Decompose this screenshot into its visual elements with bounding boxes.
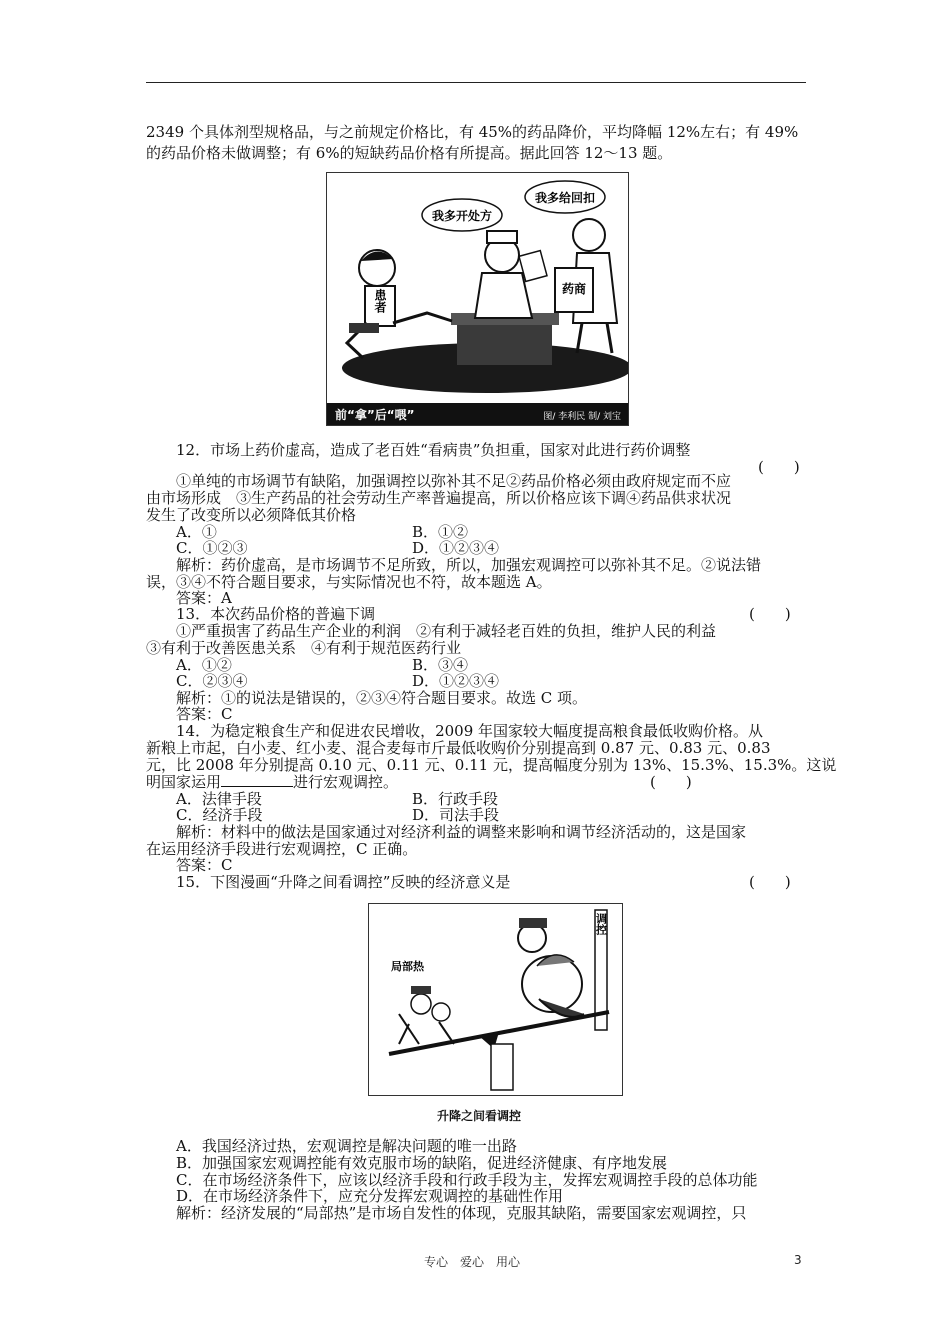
- q12-paren: ( ): [758, 458, 800, 476]
- cartoon-seesaw-illustration: [369, 904, 622, 1095]
- q15-choice-d: D．在市场经济条件下，应充分发挥宏观调控的基础性作用: [176, 1187, 564, 1205]
- bubble-dealer-text: 我多给回扣: [534, 191, 596, 205]
- q12-choice-b: B．①②: [412, 523, 469, 541]
- q14-analysis-2: 在运用经济手段进行宏观调控，C 正确。: [146, 840, 418, 858]
- q12-choice-c: C．①②③: [176, 539, 248, 557]
- q14-choice-a: A．法律手段: [176, 790, 262, 808]
- q15-paren: ( ): [749, 873, 791, 891]
- q12-choice-a: A．①: [176, 523, 217, 541]
- q12-choice-d: D．①②③④: [412, 539, 500, 557]
- header-rule: [146, 82, 806, 83]
- q12-option-line-3: 发生了改变所以必须降低其价格: [146, 506, 357, 524]
- intro-line-2: 的药品价格未做调整；有 6%的短缺药品价格有所提高。据此回答 12～13 题。: [146, 144, 673, 162]
- q14-choice-b: B．行政手段: [412, 790, 499, 808]
- q13-choice-b: B．③④: [412, 656, 469, 674]
- q12-analysis-2: 误，③④不符合题目要求，与实际情况也不符，故本题选 A。: [146, 573, 552, 591]
- q15-choice-a: A．我国经济过热，宏观调控是解决问题的唯一出路: [176, 1137, 517, 1155]
- q14-line-3: 元，比 2008 年分别提高 0.10 元、0.11 元、0.11 元，提高幅度分别为 13%、15.3%、15.3%。这说: [146, 756, 837, 774]
- q12-option-line-1: ①单纯的市场调节有缺陷，加强调控以弥补其不足②药品价格必须由政府规定而不应: [176, 472, 732, 490]
- cartoon-medicine-illustration: [327, 173, 628, 425]
- q13-option-line-2: ③有利于改善医患关系 ④有利于规范医药行业: [146, 639, 462, 657]
- q15-choice-c: C．在市场经济条件下，应该以经济手段和行政手段为主，发挥宏观调控手段的总体功能: [176, 1171, 758, 1189]
- q12-answer: 答案：A: [176, 589, 232, 607]
- q13-choice-d: D．①②③④: [412, 672, 500, 690]
- bubble-doctor-text: 我多开处方: [431, 209, 493, 223]
- label-post: 调控: [594, 913, 608, 935]
- q14-line-4: [146, 774, 398, 791]
- q14-line-1: 14．为稳定粮食生产和促进农民增收，2009 年国家较大幅度提高粮食最低收购价格。从: [176, 722, 764, 740]
- q14-fill-blank: [221, 774, 293, 787]
- page-number: 3: [794, 1253, 802, 1267]
- q13-analysis: 解析：①的说法是错误的，②③④符合题目要求。故选 C 项。: [176, 689, 588, 707]
- q14-answer: 答案：C: [176, 856, 233, 874]
- q15-stem: 15．下图漫画“升降之间看调控”反映的经济意义是: [176, 873, 511, 891]
- cartoon1-title: 前“拿”后“喂”: [335, 408, 415, 422]
- q12-stem: 12．市场上药价虚高，造成了老百姓“看病贵”负担重，国家对此进行药价调整: [176, 441, 691, 459]
- q12-analysis-1: 解析：药价虚高，是市场调节不足所致，所以，加强宏观调控可以弥补其不足。②说法错: [176, 556, 762, 574]
- q14-line-2: 新粮上市起，白小麦、红小麦、混合麦每市斤最低收购价分别提高到 0.87 元、0.83 元、0.83: [146, 739, 771, 757]
- cartoon-seesaw-figure: [368, 903, 623, 1096]
- q14-choice-c: C．经济手段: [176, 806, 263, 824]
- q14-choice-d: D．司法手段: [412, 806, 500, 824]
- q14-analysis-1: 解析：材料中的做法是国家通过对经济利益的调整来影响和调节经济活动的，这是国家: [176, 823, 747, 841]
- q15-analysis: 解析：经济发展的“局部热”是市场自发性的体现，克服其缺陷，需要国家宏观调控，只: [176, 1204, 747, 1222]
- cartoon-medicine-figure: [326, 172, 629, 426]
- q12-option-line-2: 由市场形成 ③生产药品的社会劳动生产率普遍提高，所以价格应该下调④药品供求状况: [146, 489, 732, 507]
- q13-choice-c: C．②③④: [176, 672, 248, 690]
- q13-option-line-1: ①严重损害了药品生产企业的利润 ②有利于减轻老百姓的负担，维护人民的利益: [176, 622, 717, 640]
- q14-line-4-post: 进行宏观调控。: [293, 773, 399, 791]
- cartoon1-credit: 图/ 李利民 制/ 刘宝: [543, 412, 621, 422]
- q13-answer: 答案：C: [176, 705, 233, 723]
- label-dealer: 药商: [561, 282, 587, 296]
- q14-line-4-pre: 明国家运用: [146, 773, 222, 791]
- intro-line-1: 2349 个具体剂型规格品，与之前规定价格比，有 45%的药品降价，平均降幅 12%左右；有 49%: [146, 123, 799, 141]
- q13-stem: 13．本次药品价格的普遍下调: [176, 605, 376, 623]
- footer-slogan: 专心 爱心 用心: [424, 1255, 521, 1269]
- label-patient: 患者: [373, 289, 387, 313]
- q14-paren: ( ): [650, 773, 692, 791]
- q13-paren: ( ): [749, 605, 791, 623]
- q13-choice-a: A．①②: [176, 656, 232, 674]
- q15-choice-b: B．加强国家宏观调控能有效克服市场的缺陷，促进经济健康、有序地发展: [176, 1154, 668, 1172]
- q15-figure-caption: 升降之间看调控: [437, 1109, 522, 1123]
- label-local-heat: 局部热: [391, 960, 424, 973]
